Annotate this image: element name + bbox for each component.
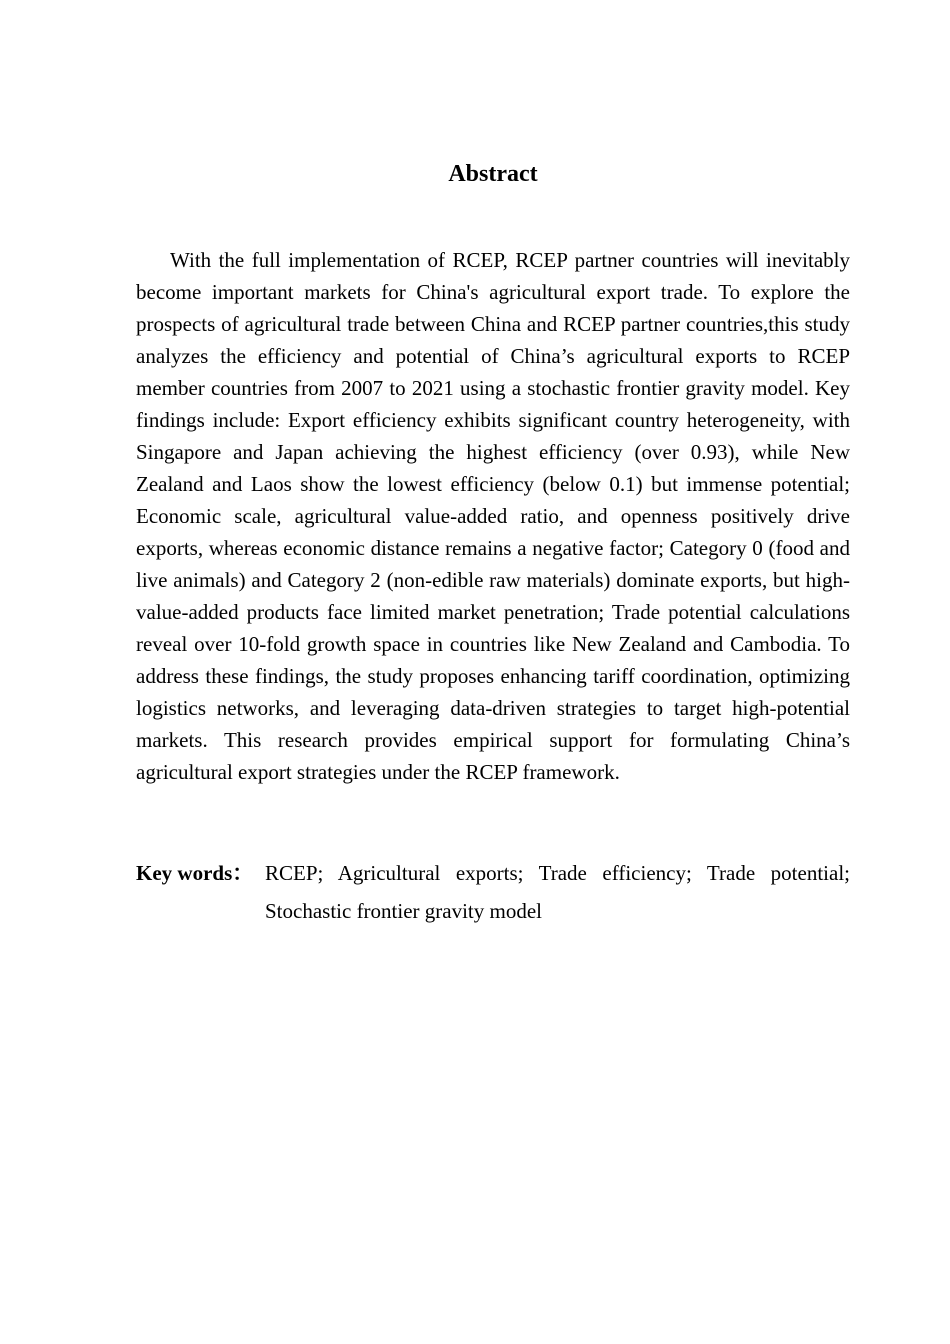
abstract-body: With the full implementation of RCEP, RCEP partner countries will inevitably become important markets for China's agricultural export trade. To explore the prospects of agricultural trade between China and RCEP partner countries,this study analyzes the efficiency and potential of China’s agricultural exports to RCEP member countries from 2007 to 2021 using a stochastic frontier gravity model. Key findings include: Export efficiency exhibits significant country heterogeneity, with Singapore and Japan achieving the highest efficiency (over 0.93), while New Zealand and Laos show the lowest efficiency (below 0.1) but immense potential; Economic scale, agricultural value-added ratio, and openness positively drive exports, whereas economic distance remains a negative factor; Category 0 (food and live animals) and Category 2 (non-edible raw materials) dominate exports, but high-value-added products face limited market penetration; Trade potential calculations reveal over 10-fold growth space in countries like New Zealand and Cambodia. To address these findings, the study proposes enhancing tariff coordination, optimizing logistics networks, and leveraging data-driven strategies to target high-potential markets. This research provides empirical support for formulating China’s agricultural export strategies under the RCEP framework. bbox=[136, 248, 871, 784]
keywords-section bbox=[136, 854, 850, 930]
keywords-label: Key words： bbox=[136, 861, 254, 885]
keywords-text: RCEP; Agricultural exports; Trade efficiency; Trade potential; Stochastic frontier gravity model bbox=[265, 861, 850, 923]
page-title: Abstract bbox=[448, 161, 538, 187]
